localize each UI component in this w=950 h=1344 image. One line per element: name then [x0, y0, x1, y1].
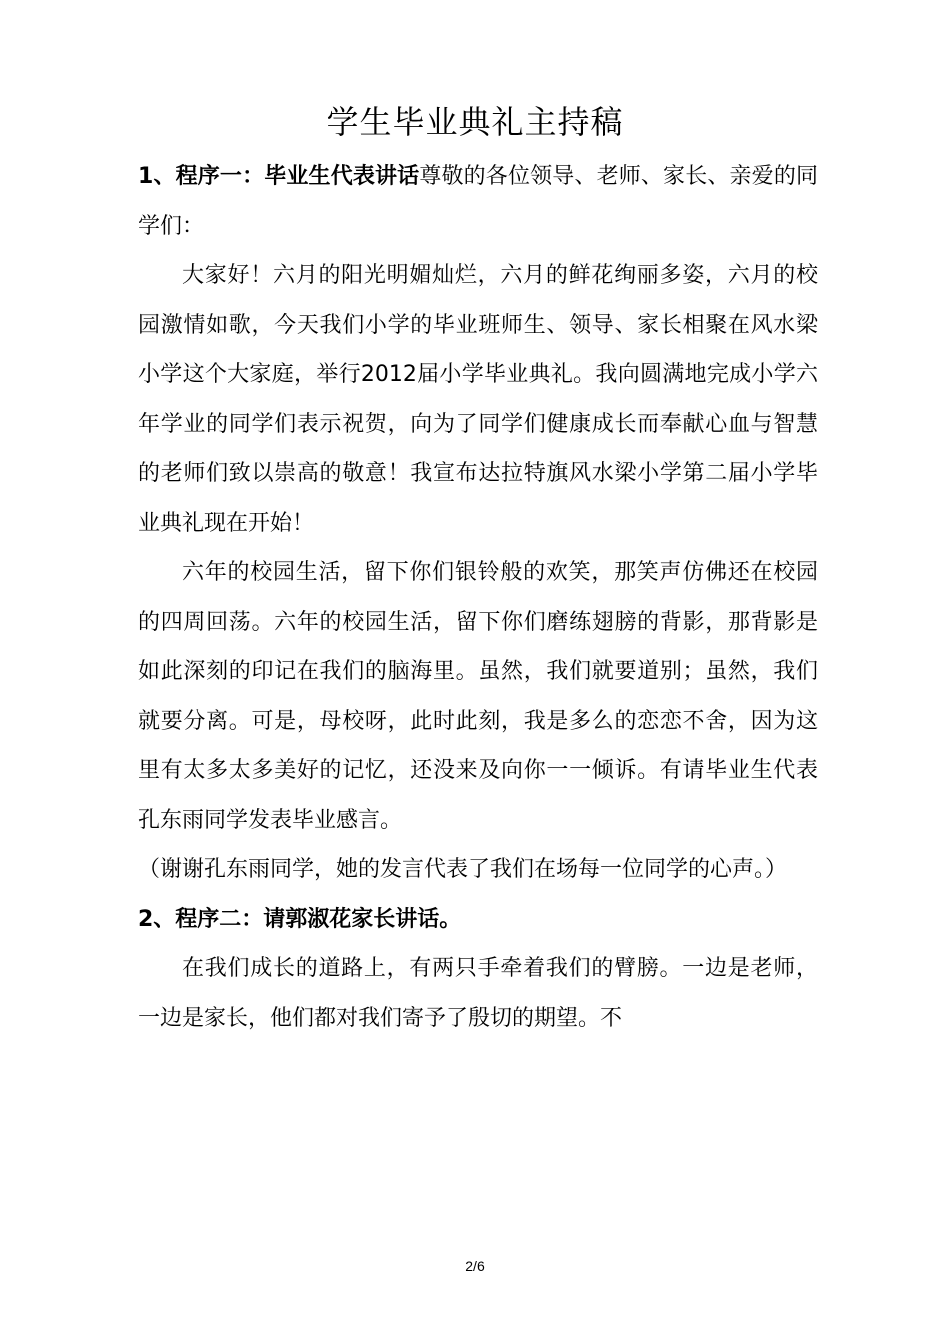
- thanks-note: （谢谢孔东雨同学，她的发言代表了我们在场每一位同学的心声。）: [138, 857, 788, 882]
- section1-heading: 1、程序一：毕业生代表讲话: [138, 164, 420, 189]
- paragraph-memories: 六年的校园生活，留下你们银铃般的欢笑，那笑声仿佛还在校园的四周回荡。六年的校园生活，留下你们磨练翅膀的背影，那背影是如此深刻的印记在我们的脑海里。虽然，我们就要道别；虽然，我们就要分离。可是，母校呀，此时此刻，我是多么的恋恋不舍，因为这里有太多太多美好的记忆，还没来及向你一一倾诉。有请毕业生代表孔东雨同学发表毕业感言。: [138, 560, 818, 833]
- document-body: [138, 152, 818, 1043]
- section2-heading: 2、程序二：请郭淑花家长讲话。: [138, 906, 462, 932]
- section1-intro: [138, 152, 818, 251]
- paragraph-opening: 大家好！六月的阳光明媚灿烂，六月的鲜花绚丽多姿，六月的校园激情如歌，今天我们小学的毕业班师生、领导、家长相聚在风水梁小学这个大家庭，举行2012届小学毕业典礼。我向圆满地完成小学六年学业的同学们表示祝贺，向为了同学们健康成长而奉献心血与智慧的老师们致以崇高的敬意！我宣布达拉特旗风水梁小学第二届小学毕业典礼现在开始！: [138, 263, 818, 536]
- greeting: 尊敬的各位领导、老师、家长、亲爱的同学们：: [138, 164, 818, 239]
- page-number: 2/6: [465, 1258, 485, 1274]
- paragraph-parents: 在我们成长的道路上，有两只手牵着我们的臂膀。一边是老师，一边是家长，他们都对我们寄予了殷切的期望。不: [138, 956, 818, 1031]
- document-title: 学生毕业典礼主持稿: [326, 103, 624, 141]
